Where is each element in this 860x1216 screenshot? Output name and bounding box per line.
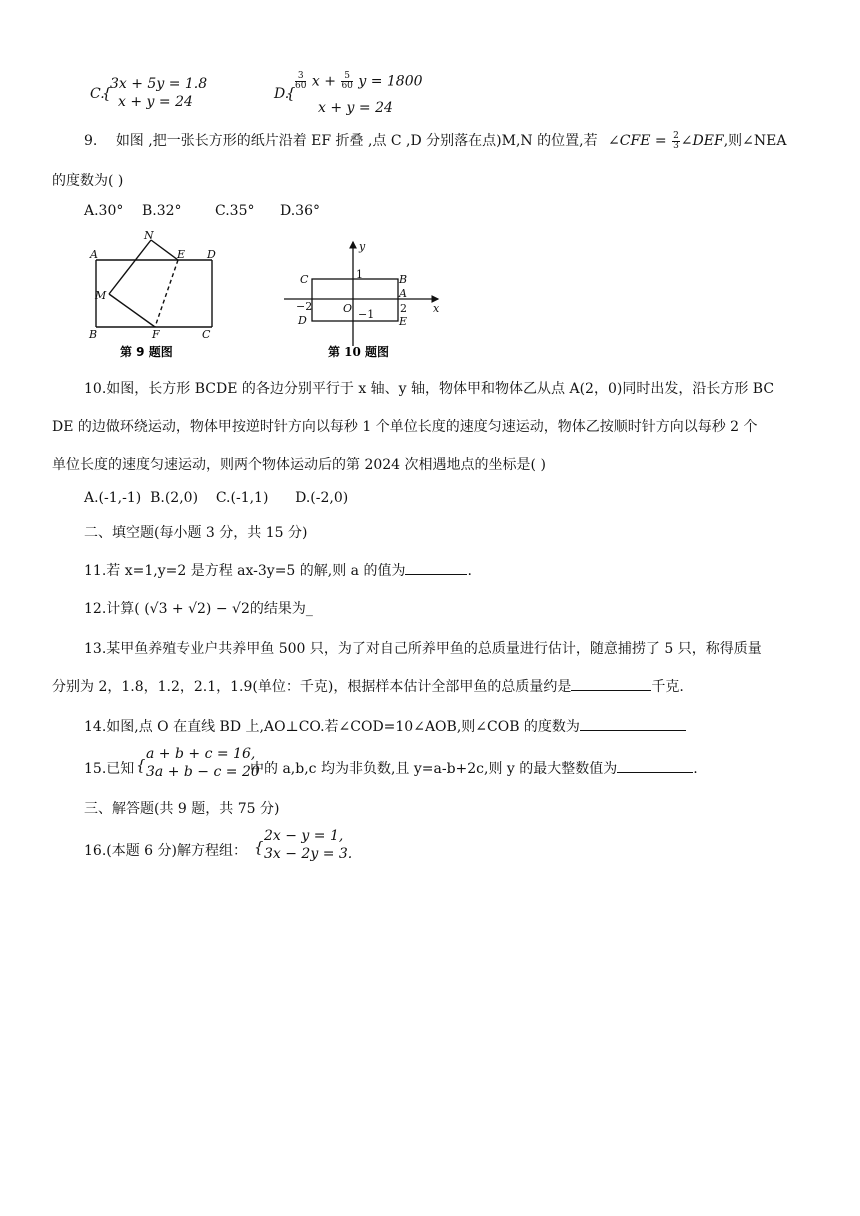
- equation-line: 3x − 2y = 3.: [264, 846, 353, 862]
- point-label-c: C: [202, 328, 211, 341]
- answer-blank: [571, 690, 651, 691]
- fraction-denominator: 3: [673, 140, 679, 151]
- point-label-e: E: [399, 315, 408, 328]
- equation-line: [294, 72, 423, 91]
- question-text: 分别为 2，1.8，1.2，2.1，1.9(单位：千克)，根据样本估计全部甲鱼的总质量约是: [52, 679, 572, 695]
- question-text: 11.若 x=1,y=2 是方程 ax-3y=5 的解,则 a 的值为: [84, 563, 406, 579]
- segment-mf: [109, 294, 155, 327]
- q14: [84, 716, 686, 736]
- fold-line-ef: [155, 260, 178, 327]
- section-heading-solutions: 三、解答题(共 9 题，共 75 分): [84, 801, 280, 817]
- math-expression: (√3 + √2) − √2: [144, 601, 250, 617]
- option-label: C.: [90, 86, 105, 102]
- option-c: C.35°: [215, 203, 255, 219]
- fraction-numerator: 5: [341, 72, 352, 82]
- q13-line1: 13.某甲鱼养殖专业户共养甲鱼 500 只，为了对自己所养甲鱼的总质量进行估计，随意捕捞了 5 只，称得质量: [84, 641, 762, 657]
- fraction-denominator: 60: [295, 81, 307, 91]
- tick-label-1: 1: [356, 268, 363, 281]
- q13-line2: [52, 676, 684, 696]
- brace-icon: {: [286, 84, 296, 102]
- question-text: 如图 ,把一张长方形的纸片沿着 EF 折叠 ,点 C ,D 分别落在点)M,N 的位置,若: [115, 133, 598, 149]
- point-label-a: A: [90, 248, 98, 261]
- answer-blank: [405, 574, 467, 575]
- q10-line1: 10.如图，长方形 BCDE 的各边分别平行于 x 轴、y 轴，物体甲和物体乙从点 A(2，0)同时出发，沿长方形 BC: [84, 381, 775, 397]
- point-label-d: D: [298, 314, 307, 327]
- option-a: A.30°: [84, 203, 124, 219]
- brace-icon: {: [136, 756, 146, 774]
- axis-label-y: y: [359, 240, 366, 253]
- equation-line: x + y = 24: [318, 100, 393, 116]
- equation-line: 3a + b − c = 20: [146, 764, 260, 780]
- fraction: [295, 72, 306, 91]
- equation-line: a + b + c = 16,: [146, 746, 256, 762]
- question-number: 9.: [84, 133, 98, 149]
- question-text: 16.(本题 6 分)解方程组：: [84, 843, 247, 859]
- figure-10-caption: 第 10 题图: [328, 345, 390, 359]
- question-text: 12.计算(: [84, 601, 140, 617]
- punctuation: .: [467, 563, 472, 579]
- tick-label-neg2: −2: [296, 300, 313, 313]
- equation-line: 2x − y = 1,: [264, 828, 344, 844]
- angle-condition: ∠DEF: [680, 133, 724, 149]
- figure-9-caption: 第 9 题图: [120, 345, 173, 359]
- answer-blank: [580, 730, 686, 731]
- question-text-suffix: 中的 a,b,c 均为非负数,且 y=a-b+2c,则 y 的最大整数值为: [250, 761, 618, 777]
- angle-condition: ∠CFE =: [608, 133, 667, 149]
- question-text: [250, 758, 698, 778]
- rectangle-bcde: [312, 279, 398, 321]
- q9-line1: [84, 130, 786, 151]
- option-d: D.36°: [280, 203, 320, 219]
- q12: [84, 598, 313, 618]
- equation-line: 3x + 5y = 1.8: [110, 76, 208, 92]
- point-label-d: D: [207, 248, 216, 261]
- q10-line2: DE 的边做环绕运动，物体甲按逆时针方向以每秒 1 个单位长度的速度匀速运动，物体乙按顺时针方向以每秒 2 个: [52, 419, 758, 435]
- figure-9-diagram: [82, 228, 232, 364]
- q10-line3: 单位长度的速度匀速运动，则两个物体运动后的第 2024 次相遇地点的坐标是( ): [52, 457, 546, 473]
- question-text: ,则∠NEA: [723, 133, 787, 149]
- question-text: 15.已知: [84, 761, 135, 777]
- question-text: 14.如图,点 O 在直线 BD 上,AO⊥CO.若∠COD=10∠AOB,则∠COB 的度数为: [84, 719, 580, 735]
- segment-nm: [109, 240, 151, 294]
- tick-label-neg1: −1: [358, 308, 375, 321]
- q10-options: A.(-1,-1) B.(2,0) C.(-1,1) D.(-2,0): [84, 490, 349, 506]
- question-text: 千克.: [651, 679, 684, 695]
- point-label-n: N: [144, 229, 154, 242]
- point-label-b: B: [399, 273, 408, 286]
- option-b: B.32°: [142, 203, 182, 219]
- fraction: [672, 132, 680, 151]
- fraction-numerator: 3: [295, 72, 306, 82]
- q11: [84, 560, 472, 580]
- brace-icon: {: [254, 838, 264, 856]
- point-label-c: C: [300, 273, 309, 286]
- brace-icon: {: [102, 84, 112, 102]
- equation-term: x +: [311, 73, 336, 90]
- fraction-numerator: 2: [673, 130, 679, 141]
- q16: [84, 828, 484, 864]
- answer-blank: [617, 772, 693, 773]
- equation-line: x + y = 24: [118, 94, 193, 110]
- figure-10-diagram: [280, 236, 450, 364]
- point-label-a: A: [399, 287, 407, 300]
- punctuation: .: [693, 761, 698, 777]
- tick-label-2: 2: [400, 302, 407, 315]
- segment-en: [151, 240, 178, 260]
- point-label-m: M: [95, 289, 107, 302]
- axis-label-x: x: [433, 302, 440, 315]
- origin-label: O: [343, 302, 353, 315]
- question-text: 的结果为_: [249, 601, 313, 617]
- fraction-denominator: 60: [341, 81, 353, 91]
- q15: [84, 746, 784, 782]
- point-label-b: B: [89, 328, 98, 341]
- point-label-e: E: [177, 248, 186, 261]
- point-label-f: F: [152, 328, 160, 341]
- q9-line2: 的度数为( ): [52, 173, 124, 189]
- option-label: D.: [274, 86, 290, 102]
- equation-term: y = 1800: [358, 73, 423, 90]
- section-heading-fill-in: 二、填空题(每小题 3 分，共 15 分): [84, 525, 308, 541]
- fraction: [341, 72, 352, 91]
